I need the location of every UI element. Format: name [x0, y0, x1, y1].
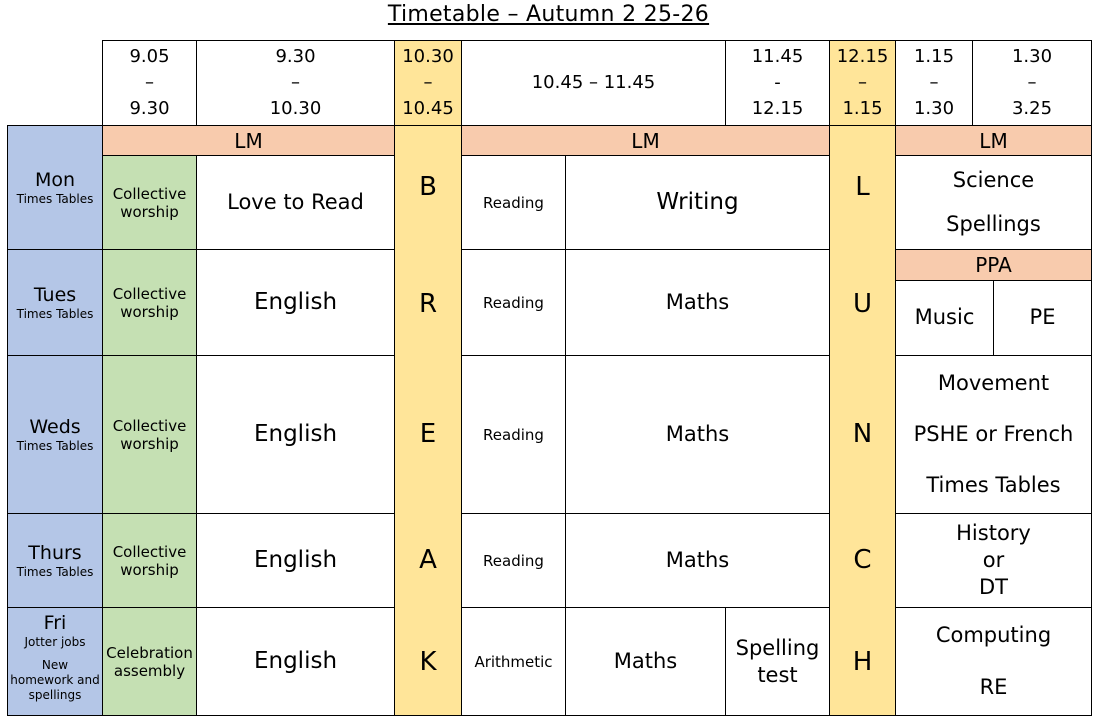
time-cell-lunch [829, 40, 896, 126]
time-dash: – [423, 72, 433, 93]
afternoon-thurs [895, 513, 1092, 608]
time-dash: – [291, 72, 300, 93]
time-start: 9.05 [129, 46, 170, 67]
afternoon-lesson: Spellings [946, 212, 1041, 237]
day-subtitle: Times Tables [16, 191, 94, 206]
collective-worship-mon: Collective worship [102, 155, 197, 250]
time-end: 10.45 [402, 98, 454, 119]
day-name: Weds [29, 415, 81, 438]
day-name: Thurs [28, 541, 82, 564]
afternoon-lesson: Times Tables [926, 472, 1061, 497]
time-end: 12.15 [751, 98, 804, 119]
lm-label-afternoon: LM [895, 125, 1092, 156]
time-cell-2 [196, 40, 395, 126]
afternoon-lesson: Computing [935, 623, 1052, 648]
time-end: 10.30 [269, 98, 322, 119]
time-start: 9.30 [275, 46, 316, 67]
day-cell-tues [7, 249, 103, 356]
day-name: Fri [43, 612, 67, 634]
lesson-reading-tues: Reading [461, 249, 566, 356]
celebration-assembly-fri: Celebration assembly [102, 607, 197, 716]
time-cell-7 [895, 40, 973, 126]
day-note: New homework and spellings [10, 658, 100, 703]
lesson-maths-tues: Maths [565, 249, 830, 356]
time-start: 1.30 [1011, 46, 1053, 67]
lesson-pe-tues: PE [993, 280, 1092, 356]
time-start: 11.45 [751, 46, 804, 67]
collective-worship-weds: Collective worship [102, 355, 197, 514]
lesson-english-weds: English [196, 355, 395, 514]
lm-label-midday: LM [461, 125, 830, 156]
afternoon-fri [895, 607, 1092, 716]
afternoon-lesson: Movement [937, 370, 1050, 395]
afternoon-lesson: RE [979, 674, 1008, 699]
lesson-english-fri: English [196, 607, 395, 716]
time-dash: – [145, 72, 154, 93]
lesson-english-thurs: English [196, 513, 395, 608]
afternoon-lesson: Science [952, 167, 1035, 192]
ppa-label: PPA [895, 249, 1092, 281]
collective-worship-tues: Collective worship [102, 249, 197, 356]
time-end: 1.30 [913, 98, 955, 119]
time-dash: – [1027, 72, 1037, 93]
lesson-reading-mon: Reading [461, 155, 566, 250]
time-dash: - [774, 72, 781, 93]
lunch-letter: U [852, 289, 873, 320]
day-subtitle: Times Tables [16, 306, 94, 321]
break-letter: A [419, 545, 437, 576]
time-end: 3.25 [1011, 98, 1053, 119]
collective-worship-thurs: Collective worship [102, 513, 197, 608]
lesson-maths-weds: Maths [565, 355, 830, 514]
lm-label-morning: LM [102, 125, 395, 156]
break-letter: E [419, 419, 437, 450]
lesson-arithmetic-fri: Arithmetic [461, 607, 566, 716]
day-subtitle: Times Tables [16, 564, 94, 579]
time-cell-break [394, 40, 462, 126]
day-subtitle: Jotter jobs [24, 634, 86, 649]
break-letter: K [419, 647, 437, 678]
time-dash: – [858, 72, 867, 93]
lunch-letter: N [852, 419, 873, 450]
day-cell-mon [7, 125, 103, 250]
time-dash: – [929, 72, 939, 93]
time-range: 10.45 – 11.45 [531, 72, 656, 93]
lesson-maths-fri: Maths [565, 607, 726, 716]
time-cell-8 [972, 40, 1092, 126]
time-end: 1.15 [842, 98, 883, 119]
lesson-writing-mon: Writing [565, 155, 830, 250]
day-cell-fri [7, 607, 103, 716]
time-start: 10.30 [402, 46, 454, 67]
lesson-spelling-test-fri: Spelling test [725, 607, 830, 716]
lesson-reading-weds: Reading [461, 355, 566, 514]
afternoon-weds [895, 355, 1092, 514]
afternoon-lesson: DT [979, 575, 1008, 600]
lesson-reading-thurs: Reading [461, 513, 566, 608]
day-cell-thurs [7, 513, 103, 608]
time-start: 12.15 [836, 46, 889, 67]
page-title: Timetable – Autumn 2 25-26 [387, 2, 710, 27]
time-cell-4 [461, 40, 726, 126]
time-end: 9.30 [129, 98, 170, 119]
lunch-letter: L [855, 172, 870, 203]
lesson-maths-thurs: Maths [565, 513, 830, 608]
lesson-music-tues: Music [895, 280, 994, 356]
afternoon-lesson: or [982, 547, 1005, 572]
day-name: Mon [34, 168, 76, 191]
break-letter: B [419, 172, 437, 203]
break-letter: R [418, 289, 438, 320]
lesson-love-to-read: Love to Read [196, 155, 395, 250]
time-start: 1.15 [913, 46, 955, 67]
lesson-english-tues: English [196, 249, 395, 356]
time-cell-5 [725, 40, 830, 126]
lunch-letter: H [852, 647, 873, 678]
day-cell-weds [7, 355, 103, 514]
afternoon-lesson: PSHE or French [913, 421, 1074, 446]
day-name: Tues [33, 283, 77, 306]
day-subtitle: Times Tables [16, 438, 94, 453]
afternoon-mon [895, 155, 1092, 250]
time-cell-1 [102, 40, 197, 126]
lunch-letter: C [853, 545, 872, 576]
afternoon-lesson: History [956, 520, 1031, 545]
